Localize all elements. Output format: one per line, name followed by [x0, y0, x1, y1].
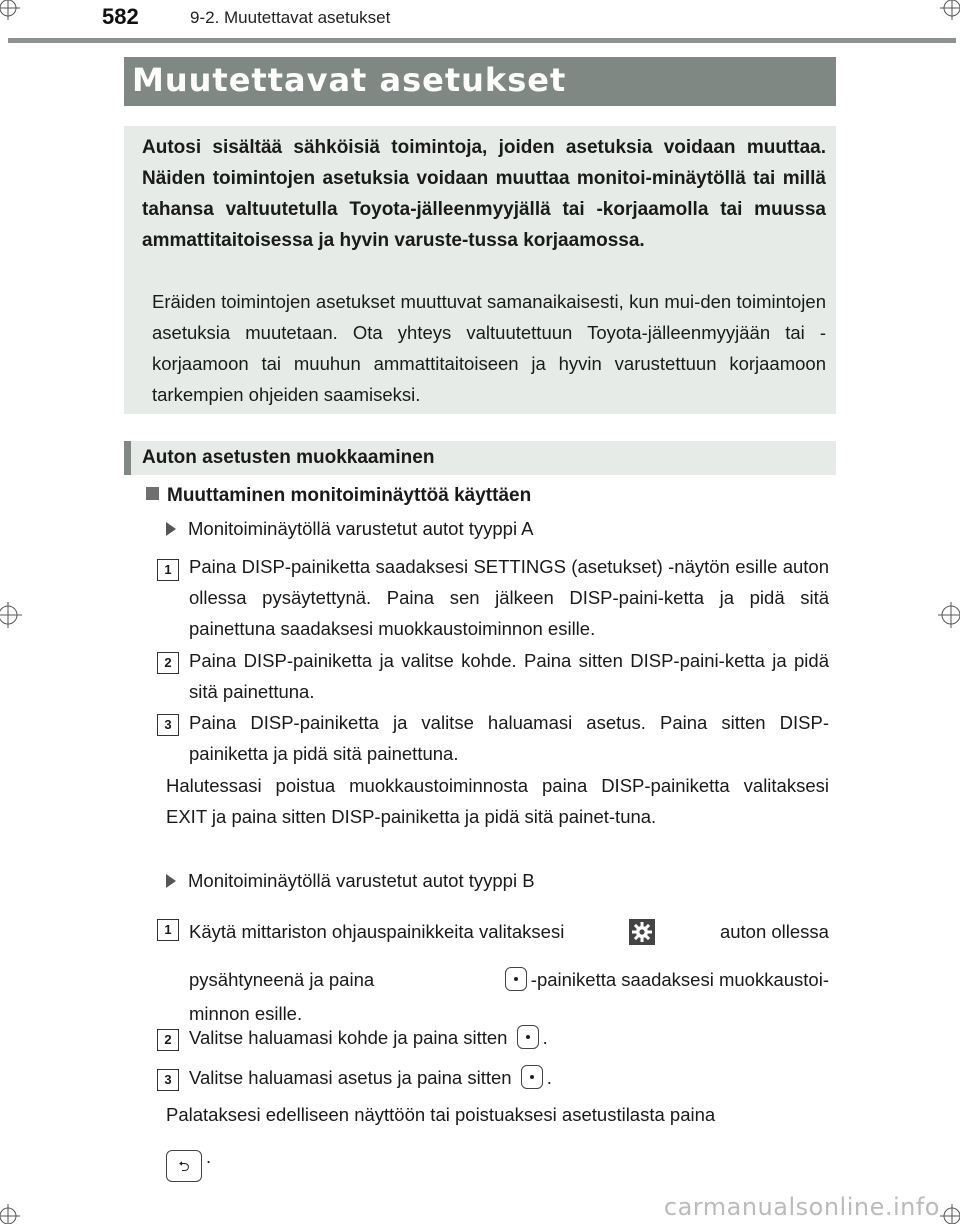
page-number: 582 [102, 4, 139, 29]
back-button-icon: ⮌ [166, 1150, 202, 1182]
type-b-label: Monitoiminäytöllä varustetut autot tyyppi B [188, 870, 535, 891]
triangle-bullet-icon [166, 522, 176, 536]
registration-mark-bottom-left [0, 1200, 24, 1224]
intro-body-text: Eräiden toimintojen asetukset muuttuvat samanaikaisesti, kun mui-den toimintojen asetuksia muutetaan. Ota yhteys valtuutettuun Toyota-jälleenmyyjään tai -korjaamoon tai muuhun ammattitaitoiseen ja hyvin varustettuun korjaamoon tarkempien ohjeiden saamiseksi. [152, 291, 826, 405]
subsection-heading [146, 485, 531, 507]
step-text-part: minnon esille. [189, 1003, 303, 1024]
step-number-badge: 1 [157, 919, 179, 941]
back-note-end: . [206, 1146, 212, 1167]
registration-mark-left-middle [0, 600, 24, 630]
registration-mark-right-middle [934, 600, 960, 630]
exit-note: Halutessasi poistua muokkaustoiminnosta paina DISP-painiketta valitaksesi EXIT ja paina sitten DISP-painiketta ja pidä sitä painet-tuna. [166, 775, 829, 827]
step-number-badge: 2 [157, 1029, 179, 1051]
page-title: Muutettavat asetukset [132, 61, 567, 99]
step-text [189, 1022, 548, 1053]
step-text-part: Valitse haluamasi asetus ja paina sitten [189, 1067, 512, 1088]
step-text: Paina DISP-painiketta ja valitse kohde. Paina sitten DISP-paini-ketta ja pidä sitä painettuna. [189, 650, 829, 702]
triangle-bullet-icon [166, 874, 176, 888]
type-b-heading [166, 870, 535, 892]
page-title-band [124, 57, 836, 106]
step-text: Paina DISP-painiketta ja valitse haluamasi asetus. Paina sitten DISP-painiketta ja pidä sitä painettuna. [189, 712, 829, 764]
subsection-heading-text: Muuttaminen monitoiminäyttöä käyttäen [167, 485, 532, 506]
section-heading-band [124, 441, 836, 475]
gear-icon [629, 919, 655, 945]
step-number-badge: 2 [157, 652, 179, 674]
section-heading-bar [124, 441, 131, 475]
step-text [189, 1062, 552, 1093]
type-a-label: Monitoiminäytöllä varustetut autot tyyppi A [188, 518, 534, 539]
intro-box [124, 126, 836, 414]
intro-bold-text: Autosi sisältää sähköisiä toimintoja, joiden asetuksia voidaan muuttaa. Näiden toimintojen asetuksia voidaan muuttaa monitoi-minäytöllä tai millä tahansa valtuutetulla Toyota-jälleenmyyjällä tai -korjaamolla tai muussa ammattitaitoisessa ja hyvin varuste-tussa korjaamossa. [142, 137, 826, 251]
step-text-part: -painiketta saadaksesi muokkaustoi- [530, 969, 829, 990]
chapter-title: 9-2. Muutettavat asetukset [190, 8, 391, 27]
back-note-continued [166, 1141, 211, 1182]
registration-mark-top-right [936, 0, 960, 24]
type-a-heading [166, 518, 534, 540]
step-text-part: pysähtyneenä ja paina [189, 969, 375, 990]
ok-button-icon [517, 1025, 539, 1049]
step-text [189, 912, 829, 1028]
step-text-part: . [542, 1027, 548, 1048]
step-text-part: Käytä mittariston ohjauspainikkeita valitaksesi [189, 921, 565, 942]
header-rule [8, 38, 956, 43]
registration-mark-top-left [0, 0, 24, 24]
step-text-part: . [546, 1067, 552, 1088]
ok-button-icon [521, 1065, 543, 1089]
section-heading: Auton asetusten muokkaaminen [142, 447, 435, 468]
step-number-badge: 1 [157, 559, 179, 581]
step-text-part: Valitse haluamasi kohde ja paina sitten [189, 1027, 508, 1048]
step-number-badge: 3 [157, 1069, 179, 1091]
step-number-badge: 3 [157, 714, 179, 736]
step-text: Paina DISP-painiketta saadaksesi SETTINGS (asetukset) -näytön esille auton ollessa pysäytettynä. Paina sen jälkeen DISP-paini-ketta ja pidä sitä painettuna saadaksesi muokkaustoiminnon esille. [189, 556, 829, 639]
ok-button-icon [505, 967, 527, 991]
back-note: Palataksesi edelliseen näyttöön tai poistuaksesi asetustilasta paina [166, 1104, 716, 1125]
square-bullet-icon [146, 487, 159, 500]
watermark: carmanualsonline.info [663, 1193, 940, 1221]
step-text-part: auton ollessa [719, 921, 829, 942]
